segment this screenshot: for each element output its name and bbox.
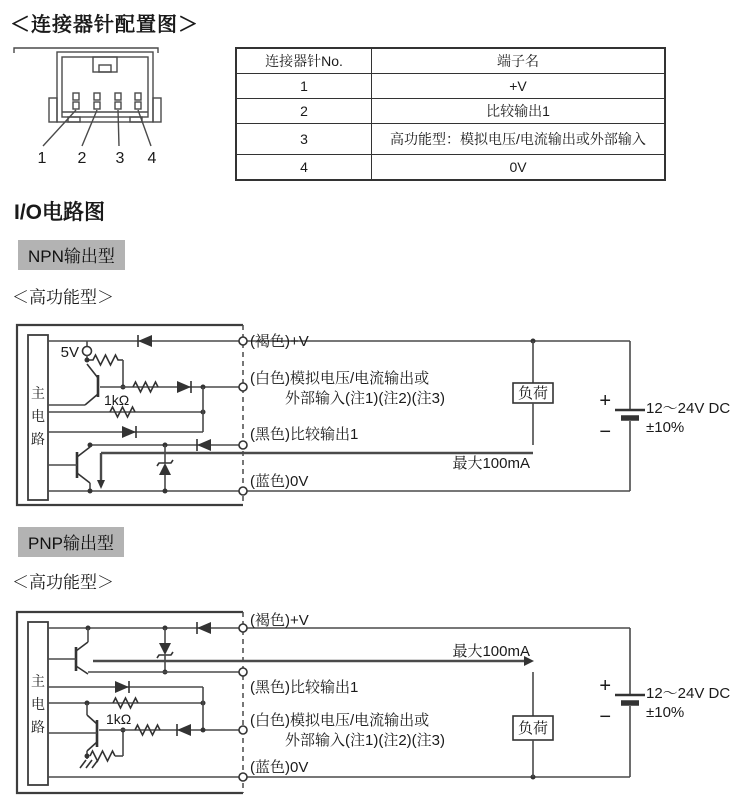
max-current-label: 最大100mA <box>452 455 530 472</box>
terminal-circle <box>239 726 247 734</box>
terminal-name-cell: 比较输出1 <box>372 99 666 124</box>
table-row <box>236 99 665 124</box>
pin-table-header-no: 连接器针No. <box>236 48 372 74</box>
pnp-circuit-diagram <box>0 600 750 800</box>
main-circuit-char: 主 <box>31 385 45 401</box>
wire-white-label-line2: 外部输入(注1)(注2)(注3) <box>285 390 445 407</box>
main-circuit-char: 路 <box>31 719 45 735</box>
wire-blue-label: (蓝色)0V <box>250 759 309 776</box>
pin-number-3: 3 <box>115 150 125 167</box>
connector-drawing <box>0 36 200 171</box>
supply-tolerance-label: ±10% <box>646 704 685 721</box>
battery-symbol <box>615 341 645 491</box>
wire-white-label-line1: (白色)模拟电压/电流输出或 <box>250 712 430 729</box>
pin-table-header-name: 端子名 <box>372 48 666 74</box>
diode-symbol <box>138 335 152 347</box>
diode-symbol <box>115 681 129 693</box>
wire-brown-label: (褐色)+V <box>250 333 309 350</box>
pin-table <box>235 47 666 181</box>
battery-symbol <box>615 628 645 777</box>
internal-voltage-label: 5V <box>60 344 79 361</box>
pin-number-2: 2 <box>77 150 87 167</box>
battery-plus-label: + <box>599 675 611 697</box>
main-circuit-char: 电 <box>31 696 45 712</box>
wire-black-label: (黑色)比较输出1 <box>250 679 359 696</box>
diode-symbol <box>197 622 211 634</box>
wire-brown-label: (褐色)+V <box>250 612 309 629</box>
main-circuit-char: 电 <box>31 408 45 424</box>
terminal-circle <box>239 487 247 495</box>
supply-voltage-label: 12～24V DC <box>646 685 731 702</box>
pin-no-cell: 2 <box>236 99 372 124</box>
load-label: 负荷 <box>517 720 549 737</box>
pin-leader-lines <box>43 110 151 146</box>
resistor-symbol <box>90 751 115 761</box>
diode-symbol <box>197 439 211 451</box>
transistor-symbol <box>48 703 97 759</box>
battery-plus-label: + <box>599 390 611 412</box>
ground-symbol <box>80 760 98 768</box>
table-row <box>236 124 665 155</box>
terminal-circle <box>239 624 247 632</box>
wire-blue-label: (蓝色)0V <box>250 473 309 490</box>
terminal-circle <box>239 337 247 345</box>
main-circuit-char: 路 <box>31 431 45 447</box>
terminal-name-cell: +V <box>372 74 666 99</box>
max-current-label: 最大100mA <box>452 643 530 660</box>
resistor-symbol <box>87 355 123 365</box>
resistor-value-label: 1kΩ <box>106 711 132 727</box>
connector-section-title: ＜连接器针配置图＞ <box>10 14 199 36</box>
terminal-circle <box>239 773 247 781</box>
pin-no-cell: 4 <box>236 155 372 181</box>
io-circuit-heading: I/O电路图 <box>14 201 106 224</box>
diode-symbol <box>177 724 191 736</box>
npn-subtitle: ＜高功能型＞ <box>12 288 114 307</box>
pin-no-cell: 1 <box>236 74 372 99</box>
transistor-symbol <box>48 628 88 674</box>
pin-number-4: 4 <box>147 150 157 167</box>
supply-tolerance-label: ±10% <box>646 419 685 436</box>
connector-pins <box>73 93 141 109</box>
device-outline <box>17 325 243 505</box>
pin-no-cell: 3 <box>236 124 372 155</box>
wire-white-label-line2: 外部输入(注1)(注2)(注3) <box>285 732 445 749</box>
diode-symbol <box>122 426 136 438</box>
table-row <box>236 74 665 99</box>
zener-diode-symbol <box>157 628 173 672</box>
terminal-circle <box>239 441 247 449</box>
terminal-circle <box>239 383 247 391</box>
internal-supply-symbol <box>83 341 92 360</box>
npn-circuit-diagram <box>0 310 750 515</box>
diode-symbol <box>177 381 191 393</box>
pnp-output-badge: PNP输出型 <box>18 527 124 557</box>
transistor-symbol <box>48 447 90 491</box>
terminal-name-cell: 高功能型：模拟电压/电流输出或外部输入 <box>372 124 666 155</box>
pin-number-1: 1 <box>37 150 47 167</box>
table-row <box>236 155 665 181</box>
battery-minus-label: − <box>599 421 611 443</box>
resistor-value-label: 1kΩ <box>104 392 130 408</box>
supply-voltage-label: 12～24V DC <box>646 400 731 417</box>
wire-white-label-line1: (白色)模拟电压/电流输出或 <box>250 370 430 387</box>
connector-housing <box>49 52 161 122</box>
terminal-name-cell: 0V <box>372 155 666 181</box>
wire-black-label: (黑色)比较输出1 <box>250 426 359 443</box>
terminal-circle <box>239 668 247 676</box>
load-label: 负荷 <box>517 385 549 402</box>
npn-output-badge: NPN输出型 <box>18 240 125 270</box>
main-circuit-char: 主 <box>31 673 45 689</box>
pnp-subtitle: ＜高功能型＞ <box>12 573 114 592</box>
transistor-symbol <box>48 364 98 405</box>
battery-minus-label: − <box>599 706 611 728</box>
